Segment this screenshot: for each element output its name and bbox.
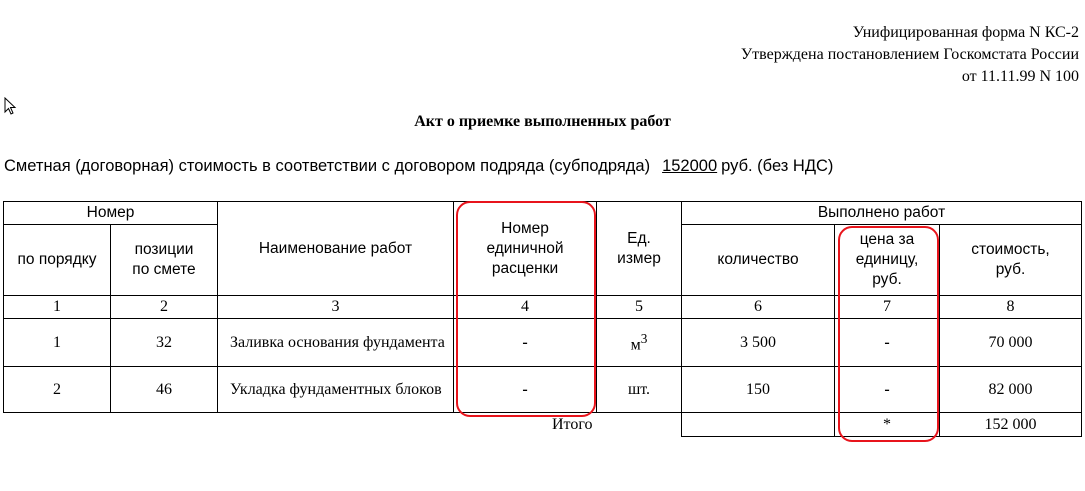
- row-unit: $м^3$: [597, 319, 682, 367]
- form-name: Унифицированная форма N КС-2: [852, 24, 1079, 41]
- header-cost: стоимость, руб.: [940, 225, 1082, 296]
- col-number: 1: [4, 296, 111, 319]
- total-quantity: [682, 413, 835, 437]
- cost-amount: 152000: [662, 157, 718, 175]
- row-position: 46: [111, 367, 218, 413]
- header-unit-price: цена за единицу, руб.: [835, 225, 940, 296]
- total-label: Итого: [552, 415, 593, 433]
- row-order: 1: [4, 319, 111, 367]
- col-number: 7: [835, 296, 940, 319]
- row-rate: -: [454, 367, 597, 413]
- form-date: от 11.11.99 N 100: [961, 68, 1079, 85]
- header-rate-number: Номер единичной расценки: [454, 202, 597, 296]
- row-cost: 70 000: [940, 319, 1082, 367]
- total-unit-price: *: [835, 413, 940, 437]
- row-quantity: 3 500: [682, 319, 835, 367]
- col-number: 8: [940, 296, 1082, 319]
- header-order: по порядку: [4, 225, 111, 296]
- header-position: позиции по смете: [111, 225, 218, 296]
- header-work-name: Наименование работ: [218, 202, 454, 296]
- header-done-group: Выполнено работ: [682, 202, 1082, 225]
- row-order: 2: [4, 367, 111, 413]
- highlight-rate-column: [456, 201, 596, 417]
- total-empty-unit: [597, 413, 682, 437]
- row-unit-price: -: [835, 319, 940, 367]
- total-cost: 152 000: [940, 413, 1082, 437]
- highlight-price-column: [838, 226, 939, 442]
- col-number: 4: [454, 296, 597, 319]
- row-unit-price: -: [835, 367, 940, 413]
- row-work-name: Укладка фундаментных блоков: [218, 367, 454, 413]
- document-title: Акт о приемке выполненных работ: [414, 113, 671, 130]
- row-work-name: Заливка основания фундамента: [218, 319, 454, 367]
- col-number: 5: [597, 296, 682, 319]
- row-unit: шт.: [597, 367, 682, 413]
- row-cost: 82 000: [940, 367, 1082, 413]
- cost-unit: руб. (без НДС): [721, 157, 834, 175]
- header-unit: Ед. измер: [597, 202, 682, 296]
- header-quantity: количество: [682, 225, 835, 296]
- col-number: 6: [682, 296, 835, 319]
- col-number: 2: [111, 296, 218, 319]
- cost-label: Сметная (договорная) стоимость в соответствии с договором подряда (субподряда): [4, 157, 651, 175]
- row-rate: -: [454, 319, 597, 367]
- form-approval: Утверждена постановлением Госкомстата России: [740, 46, 1079, 63]
- estimated-cost-line: [4, 157, 833, 176]
- row-position: 32: [111, 319, 218, 367]
- row-quantity: 150: [682, 367, 835, 413]
- header-number-group: Номер: [4, 202, 218, 225]
- col-number: 3: [218, 296, 454, 319]
